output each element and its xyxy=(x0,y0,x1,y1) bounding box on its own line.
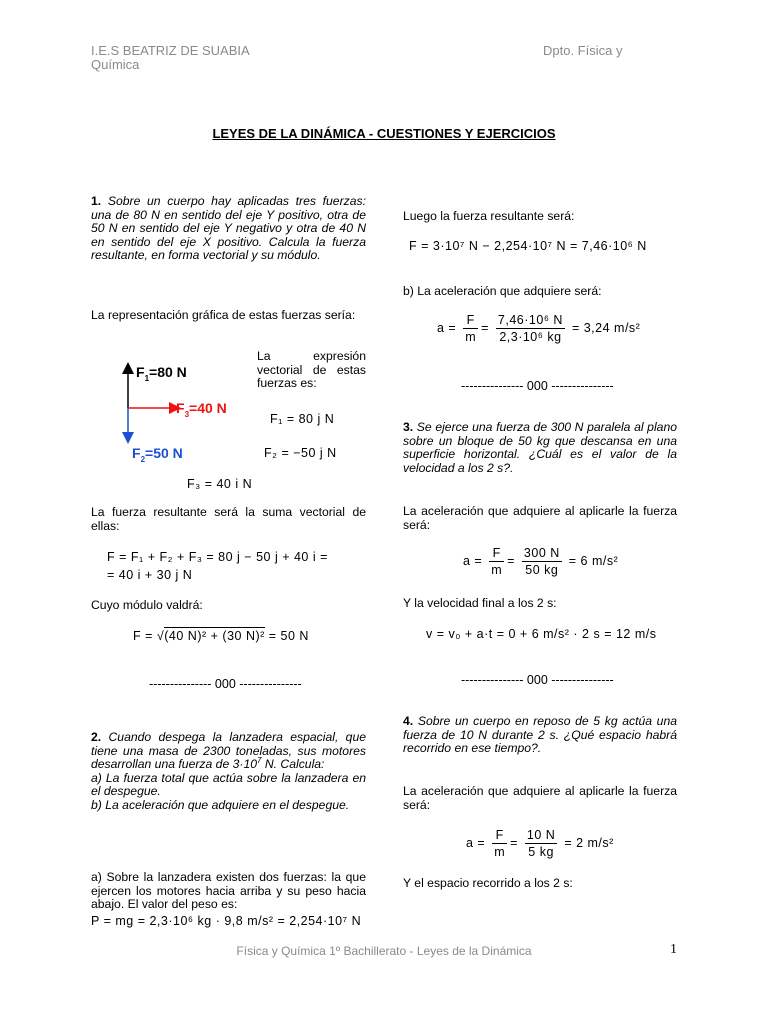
q1-module-eq: F = √(40 N)² + (30 N)² = 50 N xyxy=(133,629,309,643)
q1-vector-intro: La expresión vectorial de estas fuerzas es: xyxy=(257,349,366,391)
q1-sum-line2: = 40 i + 30 j N xyxy=(107,568,193,582)
q4-accel-eq: a = $\frac{F}{m}$ = $\frac{10 N}{5 kg}$ = 2 m/s² xyxy=(466,828,614,859)
q2-statement: 2. Cuando despega la lanzadera espacial, que tiene una masa de 2300 toneladas, sus motores desarrollan una fuerza de $3\cdot 10^7$ N. Calcula: a) La fuerza total que actúa sobre la lanzadera en el despegue. b) La aceleración que adquiere en el despegue. xyxy=(91,730,366,812)
q3-accel-eq: a = $\frac{F}{m}$ = $\frac{300 N}{50 kg}$ = 6 m/s² xyxy=(463,546,619,577)
school-name: I.E.S BEATRIZ DE SUABIA xyxy=(91,43,250,58)
q4-number: 4. xyxy=(403,714,414,728)
q3-vel-eq: v = v₀ + a·t = 0 + 6 m/s² · 2 s = 12 m/s xyxy=(426,627,657,641)
q1-statement xyxy=(91,195,366,263)
q3-accel-intro: La aceleración que adquiere al aplicarle la fuerza será: xyxy=(403,504,677,532)
q1-text: Sobre un cuerpo hay aplicadas tres fuerzas: una de 80 N en sentido del eje Y positivo, otra de 50 N en sentido del eje Y negativo y otra de 40 N en sentido del eje X positivo. Calcula la fuerza resultante, en forma vectorial y su módulo. xyxy=(91,194,366,263)
page-number: 1 xyxy=(670,942,677,957)
eq-f3: F₃ = 40 i N xyxy=(187,477,253,491)
q1-graph-intro: La representación gráfica de estas fuerzas sería: xyxy=(91,308,356,322)
q1-number: 1. xyxy=(91,194,102,208)
q2-resultant-eq: F = 3·10⁷ N − 2,254·10⁷ N = 7,46·10⁶ N xyxy=(409,239,647,253)
q2-accel-eq: a = $\frac{F}{m}$ = $\frac{\text{7,46·10⁶ N}}{\text{2,3·10⁶ kg}}$ = 3,24 m/s² xyxy=(437,313,641,344)
q3-number: 3. xyxy=(403,420,414,434)
q4-statement: 4. Sobre un cuerpo en reposo de 5 kg actúa una fuerza de 10 N durante 2 s. ¿Qué espacio habrá recorrido en ese tiempo?. xyxy=(403,714,677,756)
separator-3: --------------- 000 --------------- xyxy=(461,673,614,687)
f2-label: $F_2=50$ N xyxy=(132,445,183,464)
q4-space-intro: Y el espacio recorrido a los 2 s: xyxy=(403,876,573,890)
q4-accel-intro: La aceleración que adquiere al aplicarle la fuerza será: xyxy=(403,784,677,812)
separator-2: --------------- 000 --------------- xyxy=(461,379,614,393)
q2-accel-intro: b) La aceleración que adquiere será: xyxy=(403,284,602,298)
q3-statement: 3. Se ejerce una fuerza de 300 N paralela al plano sobre un bloque de 50 kg que descansa en una superficie horizontal. ¿Cuál es el valor de la velocidad a los 2 s?. xyxy=(403,420,677,475)
eq-f1: F₁ = 80 j N xyxy=(270,412,335,426)
department-name: Dpto. Física y xyxy=(543,43,623,58)
q2-weight-eq: P = mg = 2,3·10⁶ kg · 9,8 m/s² = 2,254·10⁷ N xyxy=(91,914,362,928)
separator-1: --------------- 000 --------------- xyxy=(149,677,302,691)
q2-item-a: a) La fuerza total que actúa sobre la lanzadera en el despegue. xyxy=(91,770,366,799)
q1-module-intro: Cuyo módulo valdrá: xyxy=(91,598,203,612)
department-name-cont: Química xyxy=(91,57,140,72)
f1-label: $F_1=80$ N xyxy=(136,364,187,383)
q2-resultant-intro: Luego la fuerza resultante será: xyxy=(403,209,575,223)
q2-item-b: b) La aceleración que adquiere en el despegue. xyxy=(91,797,350,812)
q2-answer-a: a) Sobre la lanzadera existen dos fuerzas: la que ejercen los motores hacia arriba y su peso hacia abajo. El valor del peso es: xyxy=(91,870,366,912)
q1-sum-intro: La fuerza resultante será la suma vectorial de ellas: xyxy=(91,505,366,533)
q2-number: 2. xyxy=(91,730,102,744)
page-footer: Física y Química 1º Bachillerato - Leyes de la Dinámica xyxy=(236,944,532,958)
page-title: LEYES DE LA DINÁMICA - CUESTIONES Y EJERCICIOS xyxy=(212,126,556,141)
q1-sum-line1: F = F₁ + F₂ + F₃ = 80 j − 50 j + 40 i = xyxy=(107,550,328,564)
q3-vel-intro: Y la velocidad final a los 2 s: xyxy=(403,596,557,610)
eq-f2: F₂ = −50 j N xyxy=(264,446,337,460)
f3-label: $F_3=40$ N xyxy=(176,400,227,419)
